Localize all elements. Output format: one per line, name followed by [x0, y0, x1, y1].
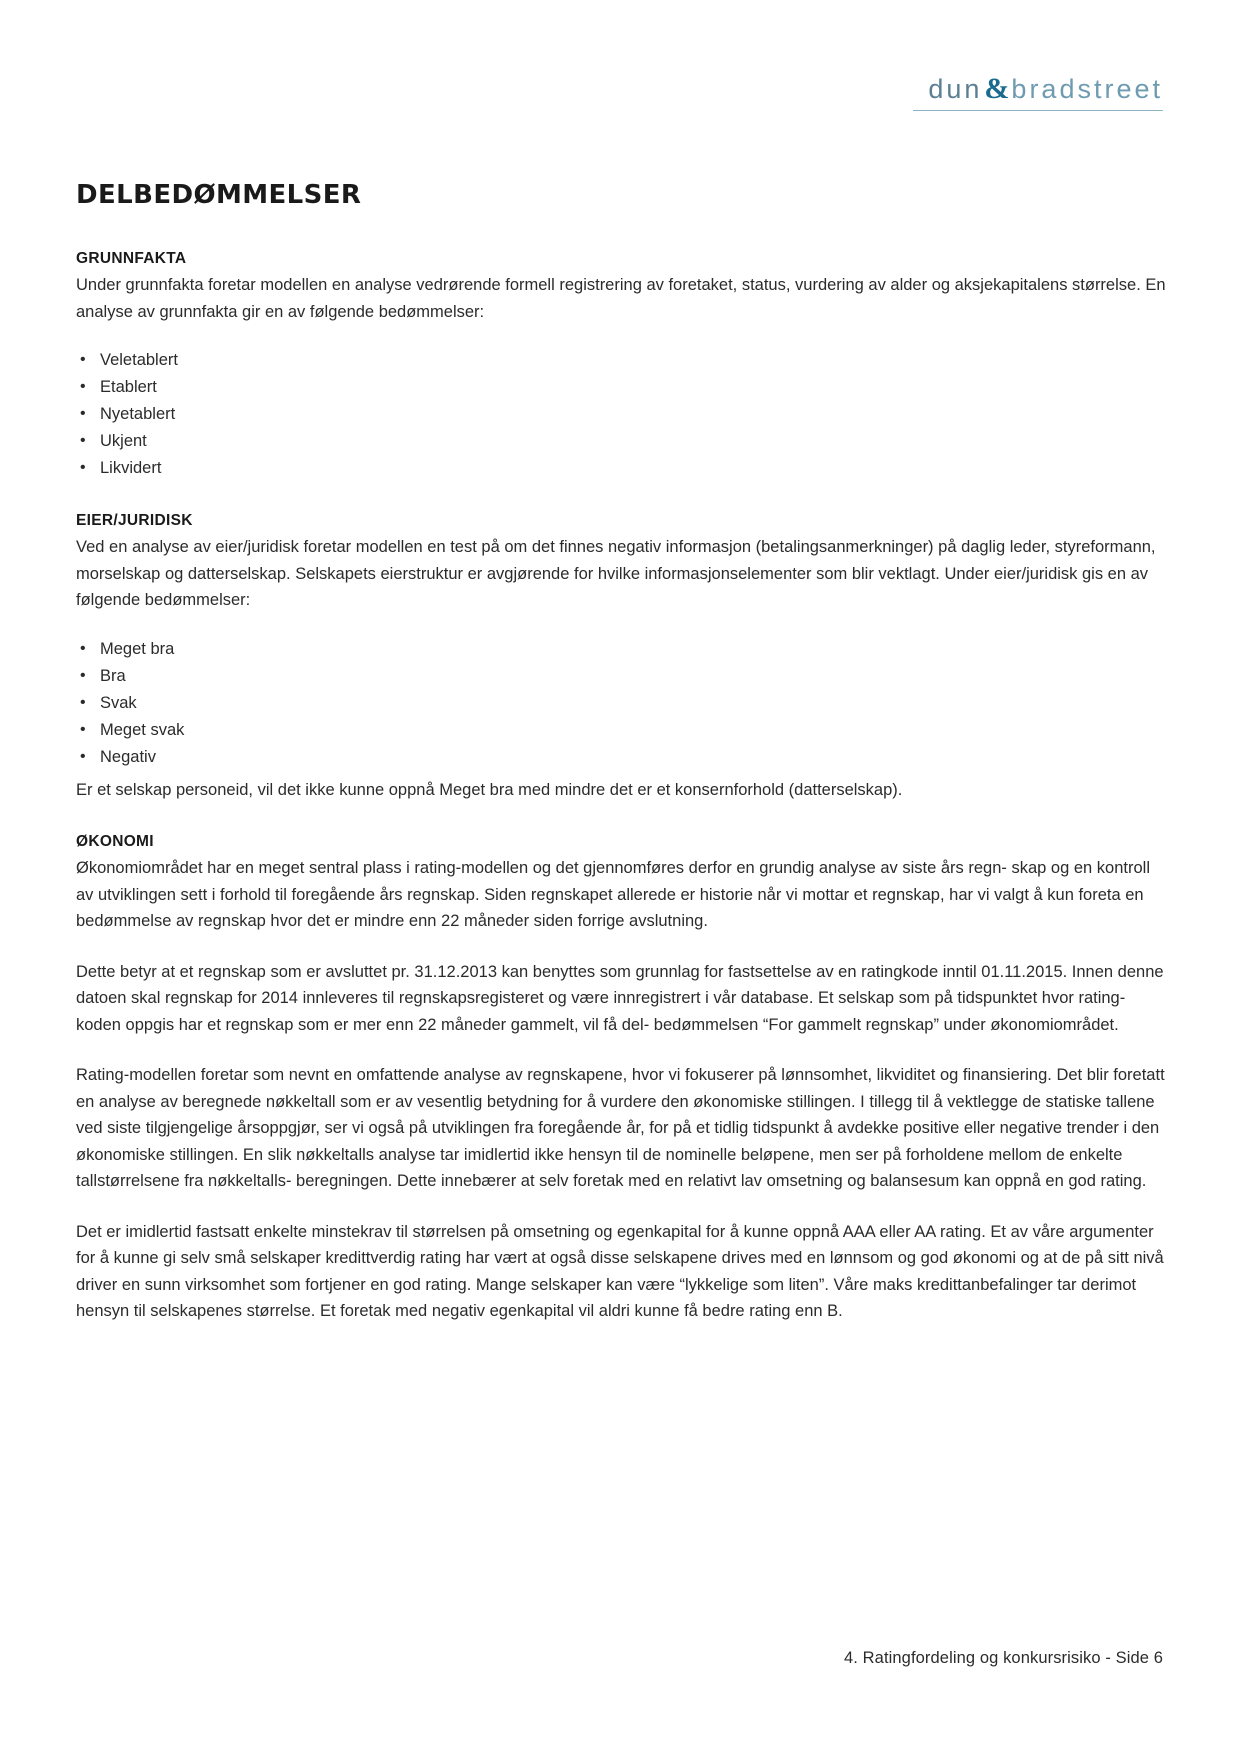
list-item: • Etablert	[80, 374, 1166, 401]
dun-and-bradstreet-logo	[928, 72, 1163, 106]
document-content	[76, 180, 1166, 1355]
section-paragraph: Rating-modellen foretar som nevnt en omfattende analyse av regnskapene, hvor vi fokuserer på lønnsomhet, likviditet og finansiering. Det blir foretatt en analyse av beregnede nøkkeltall som er av vesentlig betydning for å vurdere den økonomiske stillingen. I tillegg til å vektlegge de statiske tallene ved siste tilgjengelige årsoppgjør, ser vi også på utviklingen fra foregående år, for på et tidlig tidspunkt å avdekke positive eller negative trender i den økonomiske stillingen. En slik nøkkeltalls analyse tar imidlertid ikke hensyn til de nominelle beløpene, men ser på forholdene mellom de enkelte tallstørrelsene fra nøkkeltalls- beregningen. Dette innebærer at selv foretak med en relativt lav omsetning og balansesum kan oppnå en god rating.	[76, 1066, 1165, 1190]
ampersand-icon: &	[984, 72, 1010, 105]
list-item: • Meget bra	[80, 636, 1166, 663]
logo-underline-divider	[913, 110, 1163, 111]
section-heading-okonomi: ØKONOMI	[76, 833, 154, 850]
list-item: • Veletablert	[80, 347, 1166, 374]
section-eier-juridisk	[76, 512, 1166, 803]
list-item: • Nyetablert	[80, 401, 1166, 428]
section-outro-eier-juridisk: Er et selskap personeid, vil det ikke kunne oppnå Meget bra med mindre det er et konsernforhold (datterselskap).	[76, 780, 903, 799]
section-intro-eier-juridisk: Ved en analyse av eier/juridisk foretar modellen en test på om det finnes negativ informasjon (betalingsanmerkninger) på daglig leder, styreformann, morselskap og datterselskap. Selskapets eierstruktur er avgjørende for hvilke informasjonselementer som blir vektlagt. Under eier/juridisk gis en av følgende bedømmelser:	[76, 538, 1156, 609]
logo-text-dun: dun	[928, 73, 983, 104]
list-item: • Svak	[80, 690, 1166, 717]
bullet-list-eier-juridisk	[76, 636, 1166, 771]
logo-text-bradstreet: bradstreet	[1011, 73, 1163, 104]
section-intro-grunnfakta: Under grunnfakta foretar modellen en analyse vedrørende formell registrering av foretaket, status, vurdering av alder og aksjekapitalens størrelse. En analyse av grunnfakta gir en av følgende bedømmelser:	[76, 276, 1166, 321]
section-paragraph: Økonomiområdet har en meget sentral plass i rating-modellen og det gjennomføres derfor en grundig analyse av siste års regn- skap og en kontroll av utviklingen sett i forhold til foregående års regnskap. Siden regnskapet allerede er historie når vi mottar et regnskap, har vi valgt å kun foreta en bedømmelse av regnskap hvor det er mindre enn 22 måneder siden forrige avslutning.	[76, 859, 1150, 930]
section-paragraph: Dette betyr at et regnskap som er avsluttet pr. 31.12.2013 kan benyttes som grunnlag for fastsettelse av en ratingkode inntil 01.11.2015. Innen denne datoen skal regnskap for 2014 innleveres til regnskapsregisteret og være innregistrert i vår database. Et selskap som på tidspunktet hvor rating-koden oppgis har et regnskap som er mer enn 22 måneder gammelt, vil få del- bedømmelsen “For gammelt regnskap” under økonomiområdet.	[76, 962, 1164, 1034]
list-item: • Bra	[80, 663, 1166, 690]
page-footer: 4. Ratingfordeling og konkursrisiko - Side 6	[844, 1649, 1163, 1667]
list-item: • Negativ	[80, 744, 1166, 771]
section-heading-eier-juridisk: EIER/JURIDISK	[76, 512, 193, 529]
section-grunnfakta	[76, 250, 1166, 482]
section-heading-grunnfakta: GRUNNFAKTA	[76, 250, 187, 267]
section-paragraph: Det er imidlertid fastsatt enkelte minstekrav til størrelsen på omsetning og egenkapital for å kunne oppnå AAA eller AA rating. Et av våre argumenter for å kunne gi selv små selskaper kredittverdig rating har vært at også disse selskapene drives med en lønnsom og god økonomi og at de på sitt nivå driver en sunn virksomhet som fortjener en god rating. Mange selskaper kan være “lykkelige som liten”. Våre maks kredittanbefalinger tar derimot hensyn til selskapenes størrelse. Et foretak med negativ egenkapital vil aldri kunne få bedre rating enn B.	[76, 1222, 1164, 1320]
bullet-list-grunnfakta	[76, 347, 1166, 482]
section-okonomi	[76, 833, 1166, 1325]
list-item: • Ukjent	[80, 428, 1166, 455]
list-item: • Likvidert	[80, 455, 1166, 482]
list-item: • Meget svak	[80, 717, 1166, 744]
page-title: DELBEDØMMELSER	[76, 180, 362, 210]
